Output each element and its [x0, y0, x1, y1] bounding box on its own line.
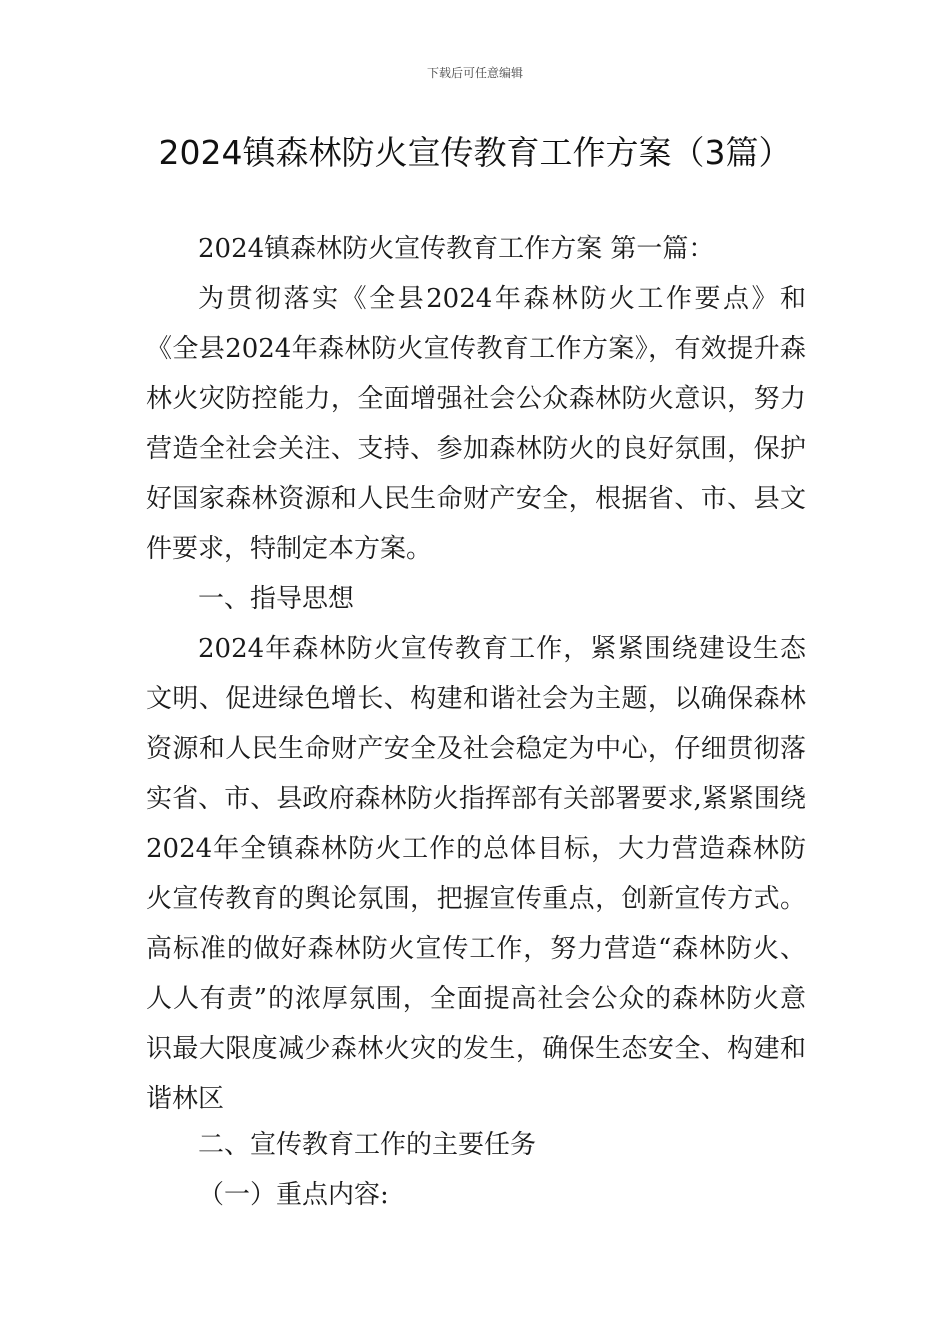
- paragraph-guiding-thought: 2024年森林防火宣传教育工作，紧紧围绕建设生态文明、促进绿色增长、构建和谐社会为主题，以确保森林资源和人民生命财产安全及社会稳定为中心，仔细贯彻落实省、市、县政府森林防火指挥部有关部署要求,紧紧围绕2024年全镇森林防火工作的总体目标，大力营造森林防火宣传教育的舆论氛围，把握宣传重点，创新宣传方式。高标准的做好森林防火宣传工作，努力营造“森林防火、人人有责”的浓厚氛围，全面提高社会公众的森林防火意识最大限度减少森林火灾的发生，确保生态安全、构建和谐林区: [146, 634, 806, 1114]
- subsection-heading-key-content: （一）重点内容:: [198, 1180, 389, 1210]
- section-heading-main-tasks: 二、宣传教育工作的主要任务: [198, 1130, 537, 1160]
- section-heading-guiding-thought: 一、指导思想: [198, 584, 355, 614]
- document-title: 2024镇森林防火宣传教育工作方案（3篇）: [158, 133, 792, 172]
- header-note: 下载后可任意编辑: [426, 66, 523, 80]
- subtitle: 2024镇森林防火宣传教育工作方案 第一篇：: [198, 234, 715, 264]
- paragraph-intro: 为贯彻落实《全县2024年森林防火工作要点》和《全县2024年森林防火宣传教育工作方案》，有效提升森林火灾防控能力，全面增强社会公众森林防火意识，努力营造全社会关注、支持、参加森林防火的良好氛围，保护好国家森林资源和人民生命财产安全，根据省、市、县文件要求，特制定本方案。: [146, 284, 806, 564]
